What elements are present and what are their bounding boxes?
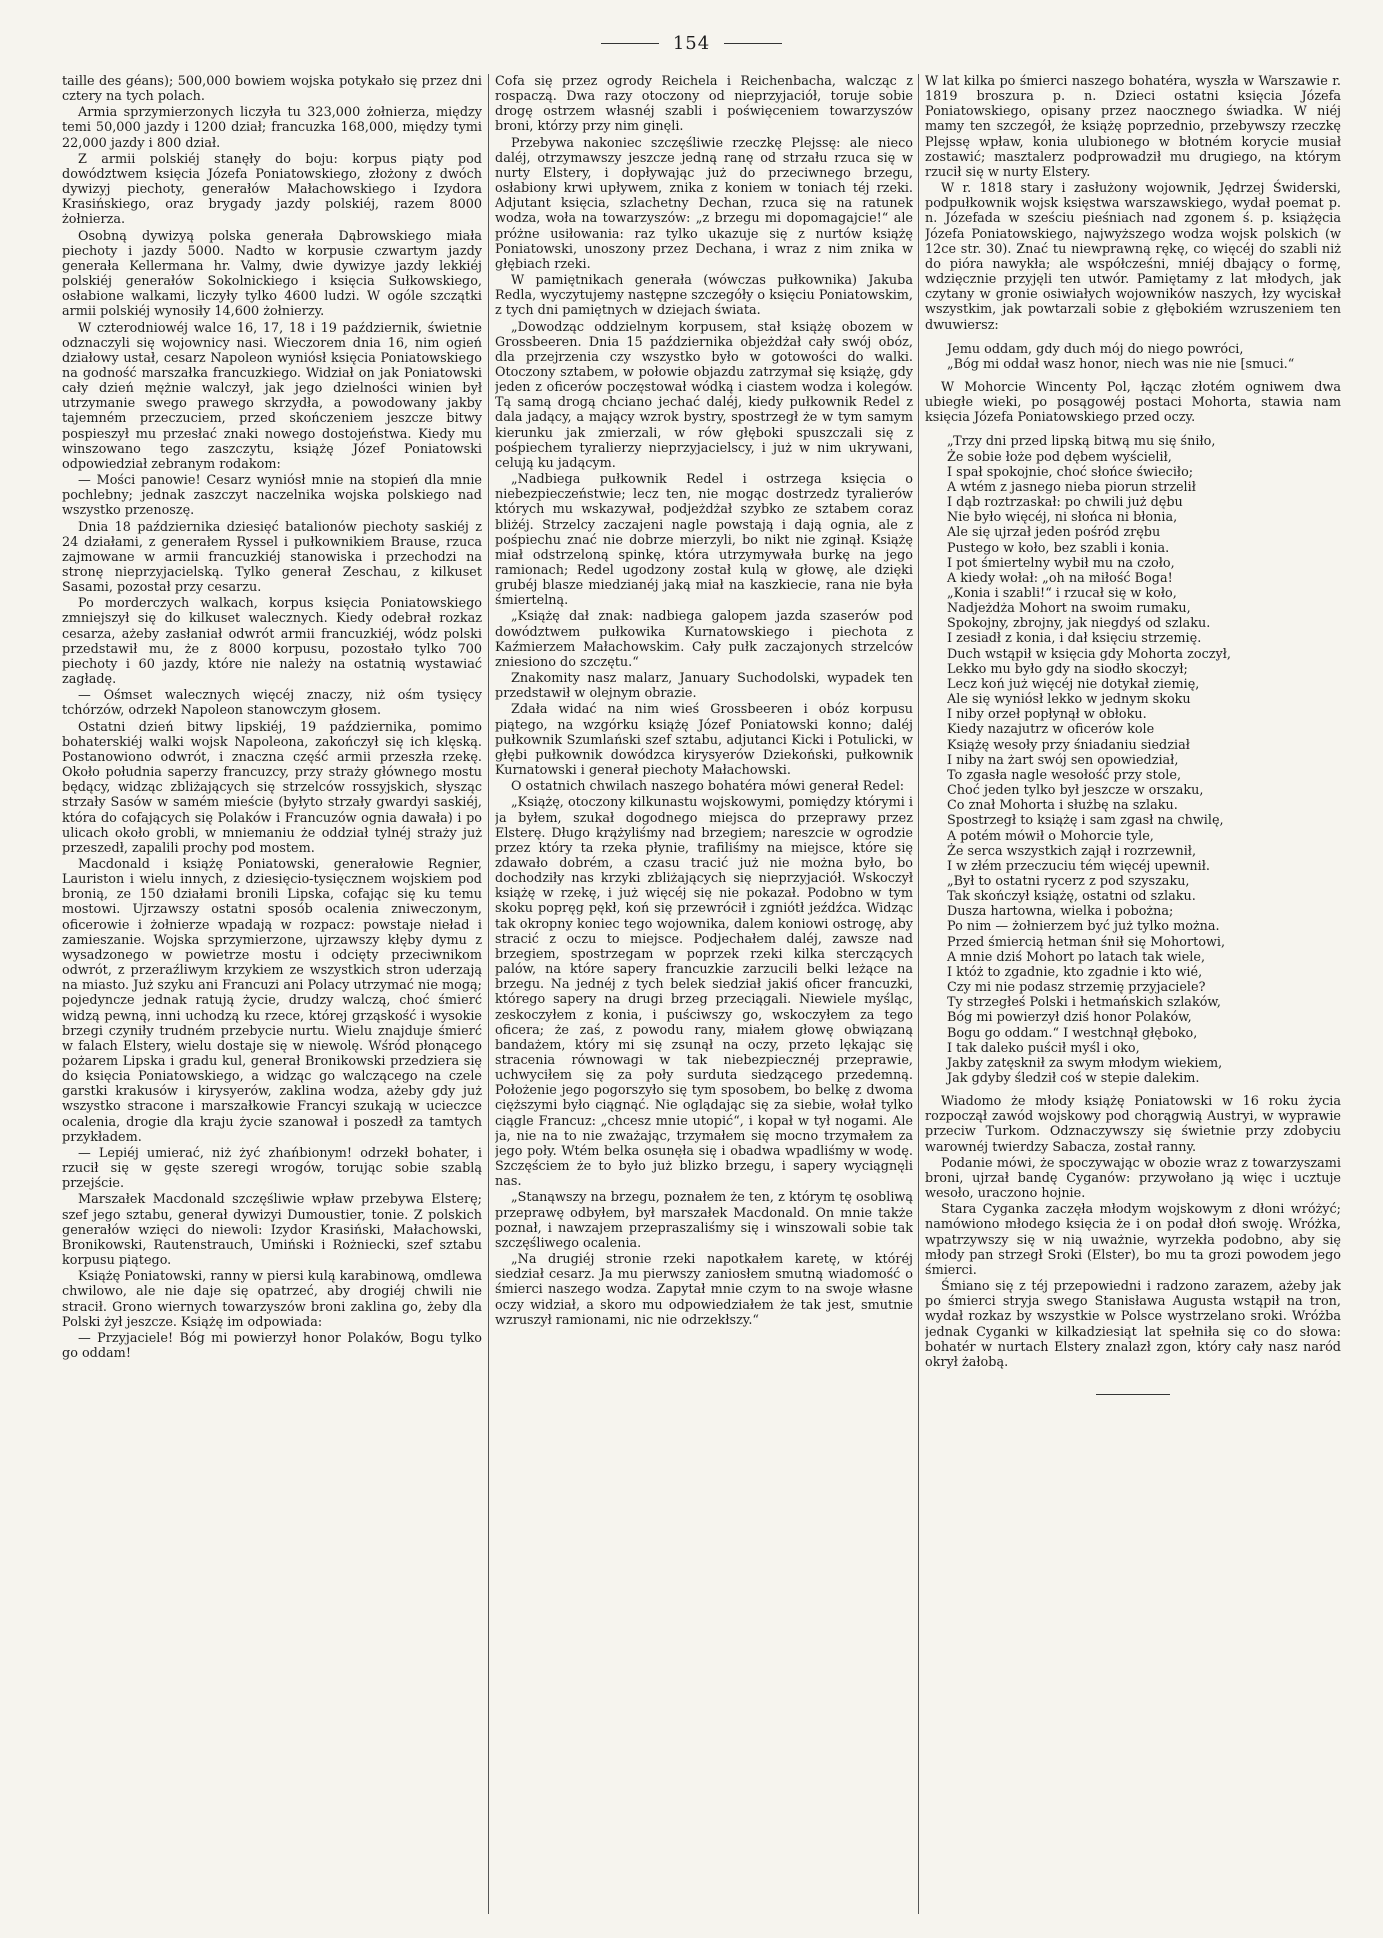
paragraph: W lat kilka po śmierci naszego bohatéra, wyszła w Warszawie r. 1819 broszura p. n. Dzieci ostatni księcia Józefa Poniatowskiego, opisany przez naocznego świadka. W niéj mamy ten szczegół, że książę poprzednio, przebywszy rzeczkę Plejssę wpław, konia ulubionego w błotném korycie musiał zostawić; masztalerz podprowadził mu drugiego, na którym rzucił się w nurty Elstery. [925,74,1341,180]
verse-line: Bóg mi powierzył dziś honor Polaków, [947,1010,1192,1026]
verse-line: Kiedy nazajutrz w oficerów kole [947,722,1155,738]
verse-line: Spokojny, zbrojny, jak niegdyś od szlaku. [947,616,1211,632]
verse-line: I zesiadł z konia, i dał księciu strzemię. [947,631,1202,647]
paragraph: Marszałek Macdonald szczęśliwie wpław przebywa Elsterę; szef jego sztabu, generał dywizyi Dumoustier, tonie. Z polskich generałów wzięci do niewoli: Izydor Krasiński, Małachowski, Bronikowski, Rautenstrauch, Umiński i Rożniecki, szef sztabu korpusu piątego. [62,1192,482,1269]
paragraph: Macdonald i książę Poniatowski, generałowie Regnier, Lauriston i wielu innych, z dziesięcio-tysięcznem wojskiem pod bronią, ze 150 działami bronili Lipska, cofając się ku temu mostowi. Ujrzawszy ostatni sposób ocalenia zniweczonym, oficerowie i żołnierze wpadają w rozpacz: powstaje nieład i zamieszanie. Wojska sprzymierzone, ujrzawszy kłęby dymu z wysadzonego w powietrze mostu i odcięty przeciwnikom odwrót, z przeraźliwym krzykiem ze wszystkich stron uderzają na miasto. Już szyku ani Francuzi ani Polacy utrzymać nie mogą; pojedyncze jednak ratują życie, drudzy walczą, choć śmierć widzą pewną, inni uchodzą ku rzece, której grząskość i wysokie brzegi czyniły trudném przebycie nurtu. Wielu znajduje śmierć w falach Elstery, wielu dostaje się w niewolę. Wśród płonącego pożarem Lipska i gradu kul, generał Bronikowski przedziera się do księcia Poniatowskiego, a widząc go walczącego na czele garstki krakusów i kirysyerów, zaklina wodza, ażeby gdy już wszystko stracone i marszałkowie Francyi szukają w ucieczce ocalenia, drogie dla kraju życie szanował i poszedł za tamtych przykładem. [62,856,482,1145]
verse-line: I dąb roztrzaskał: po chwili już dębu [947,495,1183,511]
paragraph: — Lepiéj umierać, niż żyć zhańbionym! odrzekł bohater, i rzucił się w gęste szeregi wrogów, torując sobie szablą przejście. [62,1145,482,1192]
verse-line: Że sobie łoże pod dębem wyścielił, [947,449,1172,465]
verse-line: Ty strzegłeś Polski i hetmańskich szlaków, [947,995,1221,1011]
paragraph: Dnia 18 października dziesięć batalionów piechoty saskiéj z 24 działami, z generałem Ryssel i pułkownikiem Brause, rzuca zajmowane w armii francuzkiéj stanowiska i przechodzi na stronę nieprzyjacielską. Tylko generał Zeschau, z kilkuset Sasami, pozostał przy cesarzu. [62,519,482,596]
paragraph: Śmiano się z téj przepowiedni i radzono zarazem, ażeby jak po śmierci stryja swego Stanisława Augusta wstąpił na tron, wydał rozkaz by wszystkie w Polsce wystrzelano sroki. Wróżba jednak Cyganki w kilkadziesiąt lat spełniła się co do słowa: bohatér w nurtach Elstery znalazł zgon, który cały nasz naród okrył żałobą. [925,1279,1341,1370]
verse-line: Nie było więcéj, ni słońca ni błonia, [947,510,1178,526]
couplet [925,342,1341,372]
verse-line: Pustego w koło, bez szabli i konia. [947,540,1170,556]
paragraph: W czterodniowéj walce 16, 17, 18 i 19 październik, świetnie odznaczyli się wojownicy nasi. Wieczorem dnia 16, nim ogień działowy ustał, cesarz Napoleon wyniósł księcia Poniatowskiego na godność marszałka francuzkiego. Widział on jak Poniatowski cały dzień mężnie walczył, jak jego dzielności winien był utrzymanie swego prawego skrzydła, a powodowany jakby tajemném przeczuciem, przed skończeniem jeszcze bitwy pospieszył mu przesłać znaki nowego dostojeństwa. Kiedy mu winszowano tego zaszczytu, książę Józef Poniatowski odpowiedział zebranym rodakom: [62,320,482,472]
paragraph: — Przyjaciele! Bóg mi powierzył honor Polaków, Bogu tylko go oddam! [62,1330,482,1361]
verse-line: Książę wesoły przy śniadaniu siedział [947,737,1190,753]
verse-line: I niby orzeł popłynął w obłoku. [947,707,1147,723]
verse-line: Bogu go oddam.“ I westchnął głęboko, [947,1025,1198,1041]
column-3 [925,74,1341,1924]
paragraph: Po morderczych walkach, korpus księcia Poniatowskiego zmniejszył się do kilkuset walecznych. Kiedy odebrał rozkaz cesarza, ażeby zasłaniał odwrót armii francuzkiéj, wódz polski przedstawił mu, że z 8000 korpusu, pozostało tylko 700 piechoty i 60 jazdy, które nie należy na ostatnią wystawiać zagładę. [62,596,482,688]
verse-line: Ale się wyniósł lekko w jednym skoku [947,692,1191,708]
spacer [925,372,1341,380]
paragraph: — Mości panowie! Cesarz wyniósł mnie na stopień dla mnie pochlebny; jednak zaszczyt naczelnika wojska polskiego nad wszystko przenoszę. [62,473,482,519]
verse-line: A wtém z jasnego nieba piorun strzelił [947,479,1196,495]
paragraph: Podanie mówi, że spoczywając w obozie wraz z towarzyszami broni, ujrzał bandę Cyganów: przywołano ją więc i ucztuje wesoło, uraczono hojnie. [925,1155,1341,1202]
paragraph: Stara Cyganka zaczęła młodym wojskowym z dłoni wróżyć; namówiono młodego księcia że i on podał dłoń swoję. Wróżka, wpatrzywszy się w nią uważnie, wyrzekła podobno, aby się młody pan strzegł Sroki (Elster), bo mu ta grozi powodem jego śmierci. [925,1202,1341,1278]
verse-line: Tak skończył książę, ostatni od szlaku. [947,889,1196,905]
paragraph: Znakomity nasz malarz, January Suchodolski, wypadek ten przedstawił w olejnym obrazie. [495,671,913,702]
page-number: 154 [672,32,711,54]
end-rule [925,1384,1341,1399]
paragraph: Zdała widać na nim wieś Grossbeeren i obóz korpusu piątego, na wzgórku książę Józef Poniatowski konno; daléj pułkownik Szumlański szef sztabu, adjutanci Kicki i Potulicki, w głębi pułkownik dowódzca kirysyerów Dziekoński, pułkownik Kurnatowski i generał piechoty Małachowski. [495,702,913,779]
paragraph: taille des géans); 500,000 bowiem wojska potykało się przez dni cztery na tych polach. [62,74,482,105]
verse-line: Duch wstąpił w księcia gdy Mohorta zoczył, [947,646,1231,662]
paragraph: O ostatnich chwilach naszego bohatéra mówi generał Redel: [511,779,905,795]
verse-line: I niby na żart swój sen opowiedział, [947,752,1179,768]
verse-line: Spostrzegł to książę i sam zgasł na chwilę, [947,813,1224,829]
verse-line: I tak daleko puścił myśl i oko, [947,1040,1140,1056]
verse-line: To zgasła nagle wesołość przy stole, [947,767,1182,783]
column-2 [495,74,913,1924]
verse-line: Po nim — żołnierzem być już tylko można. [947,919,1220,935]
quote-paragraph: „Książę, otoczony kilkunastu wojskowymi, pomiędzy którymi i ja byłem, szukał dogodnego miejsca do przeprawy przez Elsterę. Długo krążyliśmy nad brzegiem; nareszcie w ogrodzie przez który ta rzeka płynie, trafiliśmy na miejsce, które się zdawało dobrém, a czasu tracić już nie można było, bo dochodziły nas krzyki zbliżających się nieprzyjaciół. Wskoczył książę w rzekę, i już więcéj się nie pokazał. Podobno w tym skoku popręg pękł, koń się przewrócił i zgniótł jeźdźca. Widząc tak okropny koniec tego wojownika, dalem koniowi ostrogę, aby stracić z oczu to miejsce. Podjechałem daléj, zawsze nad brzegiem, spostrzegam w poprzek rzeki kilka sterczących palów, na które sapery francuzkie zarzucili belki leżące na brzegu. Na jednéj z tych belek siedział jakiś oficer francuzki, którego sapery na drugi brzeg przeciągali. Niewiele myśląc, zeskoczyłem z konia, i puściwszy go, wskoczyłem za tego oficera; że zaś, z powodu rany, miałem głowę obwiązaną bandażem, który mi się zsunął na oczy, przeto lękając się stracenia równowagi w tak niebezpiecznéj przeprawie, uchwyciłem się za poły surduta siedzącego przedemną. Położenie jego pogorszyło się tym sposobem, bo belkę z dwoma cięższymi było ciągnąć. Nie oglądając się za siebie, wołał tylko ciągle Francuz: „chcesz mnie utopić“, i kopał w tył nogami. Ale ja, nie na to nie zważając, trzymałem się mocno trzymałem za jego poły. Wtém belka osunęła się i obadwa wpadliśmy w wodę. Szczęściem że to było już blizko brzegu, i sapery wyciągnęli nas. [495,795,913,1190]
verse-line: „Bóg mi oddał wasz honor, niech was nie nie [smuci.“ [947,356,1295,372]
verse-line: A mnie dziś Mohort po latach tak wiele, [947,949,1206,965]
verse-line: Co znał Mohorta i służbę na szlaku. [947,798,1178,814]
verse-line: I któż to zgadnie, kto zgadnie i kto wié, [947,964,1203,980]
quote-paragraph: „Książę dał znak: nadbiega galopem jazda szaserów pod dowództwem pułkowika Kurnatowskiego i piechota z Kaźmierzem Małachowskim. Cały pułk zaczajonych strzelców zniesiono do szczętu.“ [495,609,913,670]
column-1 [62,74,482,1924]
verse-line: Jakby zatęsknił za swym młodym wiekiem, [947,1055,1223,1071]
quote-paragraph: „Dowodząc oddzielnym korpusem, stał książę obozem w Grossbeeren. Dnia 15 października objeżdżał cały swój obóz, dla przejrzenia czy wszystko było w gotowości do walki. Otoczony sztabem, w połowie objazdu zatrzymał się książę, gdy jeden z oficerów poczęstował wódką i ciastem wodza i kolegów. Tą samą drogą chciano jechać daléj, kiedy pułkownik Redel z dala jadący, a mający wzrok bystry, spostrzegł że w tym samym kierunku jak zmierzali, w rów głęboki spuszczali się z pośpiechem tyralierzy nieprzyjacielscy, i już w nim ukrywani, celują ku jadącym. [495,319,913,471]
spacer [925,426,1341,434]
column-divider-1 [488,74,489,1914]
verse-line: Choć jeden tylko był jeszcze w orszaku, [947,783,1204,799]
paragraph: — Ośmset walecznych więcéj znaczy, niż ośm tysięcy tchórzów, odrzekł Napoleon stanowczym głosem. [62,688,482,719]
verse-line: Przed śmiercią hetman śnił się Mohortowi, [947,934,1226,950]
quote-paragraph: „Nadbiega pułkownik Redel i ostrzega księcia o niebezpieczeństwie; lecz ten, nie mogąc dostrzedz tyralierów których mu wskazywał, podjeżdżał szybko ze sztabem coraz bliżéj. Strzelcy zaczajeni nagle powstają i dają ognia, ale z pośpiechu znać nie dobrze mierzyli, bo nikt nie zginął. Książę miał odstrzeloną spinkę, która utrzymywała burkę na jego ramionach; Redel ugodzony został kulą w głowę, ale dzięki grubéj blasze miedzianéj jaką miał na kaszkiecie, rana nie była śmiertelną. [495,472,913,609]
verse-line: Jak gdyby śledził coś w stepie dalekim. [947,1071,1200,1086]
verse-line: Lekko mu było gdy na siodło skoczył; [947,661,1188,677]
verse-line: Że serca wszystkich zajął i rozrzewnił, [947,843,1197,859]
paragraph: Ostatni dzień bitwy lipskiéj, 19 października, pomimo bohaterskiéj walki wojsk Napoleona, zakończył się ich klęską. Postanowiono odwrót, i znaczna część armii przeszła rzekę. Około południa saperzy francuzcy, przy straży głównego mostu będący, widząc zbliżających się strzelców rossyjskich, słysząc strzały Sasów w samém mieście (byłyto strzały gwardyi saskiéj, która do cofających się Polaków i Francuzów ognia dawała) i po ulicach około grobli, w mniemaniu że oddział tylnéj straży już przeszedł, zapalili prochy pod mostem. [62,719,482,856]
verse-line: „Był to ostatni rycerz z pod szyszaku, [947,873,1190,889]
verse-line: Czy mi nie podasz strzemię przyjaciele? [947,980,1206,996]
paragraph: Książę Poniatowski, ranny w piersi kulą karabinową, omdlewa chwilowo, ale nie daje się opatrzeć, aby drogiéj chwili nie stracił. Grono wiernych towarzyszów broni zaklina go, żeby dla Polski żył jeszcze. Książę im odpowiada: [62,1269,482,1330]
paragraph: Osobną dywizyą polska generała Dąbrowskiego miała piechoty i jazdy 5000. Nadto w korpusie czwartym jazdy generała Kellermana hr. Valmy, dwie dywizye jazdy lekkiéj polskiéj generałów Sokolnickiego i księcia Sułkowskiego, osłabione walkami, liczyły tylko 4600 ludzi. W ogóle szczątki armii polskiéj wynosiły 14,600 żołnierzy. [62,228,482,320]
verse-line: Jemu oddam, gdy duch mój do niego powróci, [947,341,1244,357]
paragraph: W Mohorcie Wincenty Pol, łącząc złotém ogniwem dwa ubiegłe wieki, po posągowéj postaci Mohorta, stawia nam księcia Józefa Poniatowskiego przed oczy. [925,379,1341,426]
verse-line: Nadjeżdża Mohort na swoim rumaku, [947,601,1191,617]
paragraph: Z armii polskiéj stanęły do boju: korpus piąty pod dowództwem księcia Józefa Poniatowskiego, złożony z dwóch dywizyj piechoty, generałów Małachowskiego i Izydora Krasińskiego, oraz brygady jazdy polskiéj, razem 8000 żołnierza. [62,151,482,228]
header-rule-right [724,43,782,44]
verse-line: „Konia i szabli!“ i rzucał się w koło, [947,586,1177,601]
end-rule-line [1096,1394,1170,1395]
verse-line: „Trzy dni przed lipską bitwą mu się śniło, [947,434,1216,450]
paragraph: Wiadomo że młody książę Poniatowski w 16 roku życia rozpoczął zawód wojskowy pod chorągwią Austryi, w wyprawie przeciw Turkom. Odznaczywszy się świetnie przy zdobyciu warownéj twierdzy Sabacza, został ranny. [925,1094,1341,1155]
poem [925,434,1341,1086]
verse-line: I w złém przeczuciu tém więcéj upewnił. [947,858,1210,874]
paragraph: Armia sprzymierzonych liczyła tu 323,000 żołnierza, między temi 50,000 jazdy i 1200 dział; francuzka 168,000, między tymi 22,000 jazdy i 800 dział. [62,105,482,151]
verse-line: Ale się ujrzał jeden pośród zrębu [947,525,1161,541]
column-divider-2 [918,74,919,1914]
spacer [925,1086,1341,1094]
verse-line: Lecz koń już więcéj nie dotykał ziemię, [947,676,1200,692]
verse-line: A potém mówił o Mohorcie tyle, [947,828,1154,844]
paragraph: W pamiętnikach generała (wówczas pułkownika) Jakuba Redla, wyczytujemy następne szczegóły o księciu Poniatowskim, z tych dni pamiętnych w dziejach świata. [495,273,913,319]
verse-line: I pot śmiertelny wybił mu na czoło, [947,555,1175,571]
paragraph: Cofa się przez ogrody Reichela i Reichenbacha, walcząc z rospaczą. Dwa razy otoczony od nieprzyjaciół, toruje sobie drogę ostrzem własnéj szabli i poświęceniem towarzyszów broni, którzy przy nim ginęli. [495,74,913,135]
spacer [925,334,1341,342]
verse-line: Dusza hartowna, wielka i pobożna; [947,904,1174,920]
quote-paragraph: „Stanąwszy na brzegu, poznałem że ten, z którym tę osobliwą przeprawę odbyłem, był marszałek Macdonald. On mnie także poznał, i nawzajem przepraszaliśmy się i winszowali sobie tak szczęśliwego ocalenia. [495,1190,913,1251]
verse-line: A kiedy wołał: „oh na miłość Boga! [947,570,1173,586]
paragraph: Przebywa nakoniec szczęśliwie rzeczkę Plejssę: ale nieco daléj, otrzymawszy jeszcze jedną ranę od strzału rzuca się w nurty Elstery, i dopływając już do przeciwnego brzegu, osłabiony krwi upływem, znika z koniem w toniach téj rzeki. Adjutant księcia, szlachetny Dechan, rzuca się na ratunek wodza, woła na towarzyszów: „z brzegu mi dopomagajcie!“ ale próżne usiłowania: raz tylko ukazuje się z nurtów książę Poniatowski, unoszony przez Dechana, i wraz z nim znika w głębiach rzeki. [495,135,913,272]
verse-line: I spał spokojnie, choć słońce świeciło; [947,464,1194,480]
quote-paragraph: „Na drugiéj stronie rzeki napotkałem karetę, w któréj siedział cesarz. Ja mu pierwszy zaniosłem smutną wiadomość o śmierci naszego wodza. Zapytał mnie czym to na swoje własne oczy widział, a skoro mu odpowiedziałem że tak jest, smutnie wzruszył ramionami, nic nie odrzekłszy.“ [495,1252,913,1328]
page-header [0,28,1383,58]
header-rule-left [601,43,659,44]
paragraph: W r. 1818 stary i zasłużony wojownik, Jędrzej Świderski, podpułkownik wojsk księstwa warszawskiego, wydał poemat p. n. Józefada w sześciu pieśniach nad zgonem ś. p. książęcia Józefa Poniatowskiego, najwyższego wodza wojsk polskich (w 12ce str. 30). Znać tu niewprawną rękę, co więcéj do szabli niż do pióra nawykła; ale współcześni, mniéj dbający o formę, wdzięcznie przyjęli ten utwór. Pamiętamy z lat młodych, jak czytany w gronie osiwiałych wojowników naszych, łzy wyciskał wszystkim, jak powtarzali sobie z głębokiém wzruszeniem ten dwuwiersz: [925,181,1341,333]
